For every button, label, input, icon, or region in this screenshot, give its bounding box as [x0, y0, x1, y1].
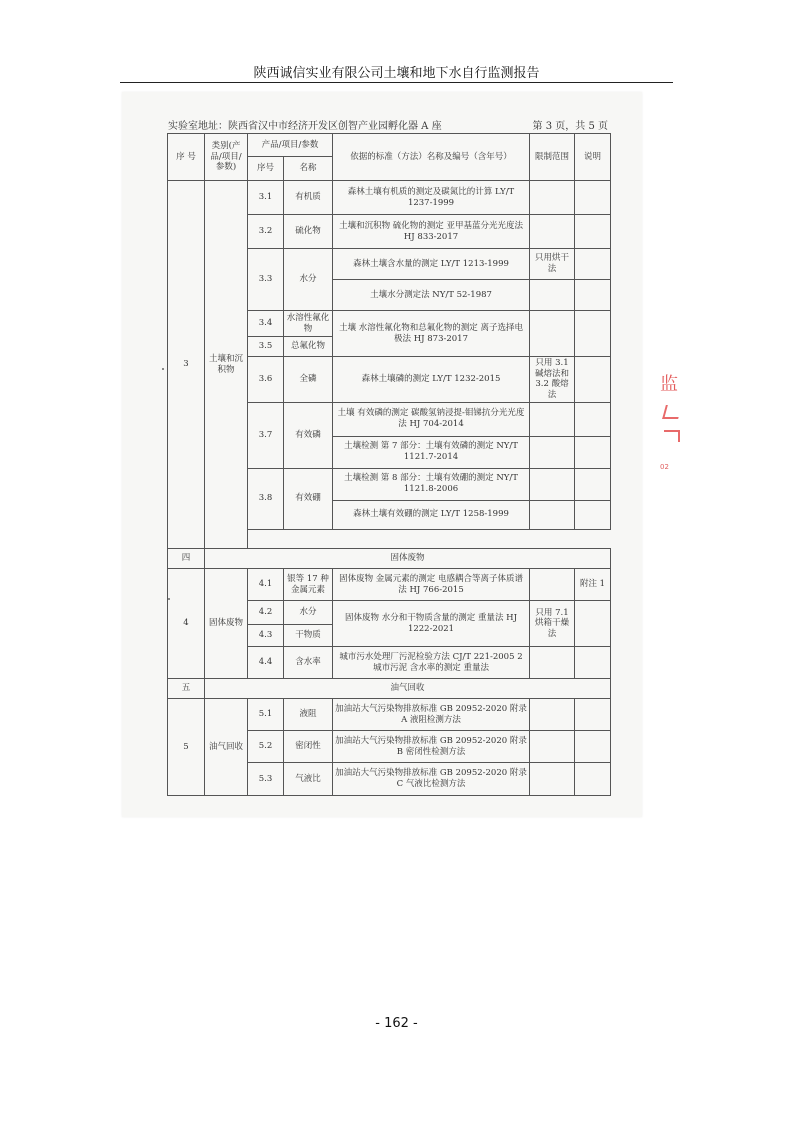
- item-no: 3.3: [248, 249, 284, 311]
- scan-speck: [162, 368, 164, 370]
- item-standard: 土壤 有效磷的测定 碳酸氢钠浸提-钼锑抗分光光度法 HJ 704-2014: [333, 402, 530, 436]
- item-no: 4.4: [248, 647, 284, 679]
- soil-seq: 3: [168, 181, 205, 549]
- item-standard: 加油站大气污染物排放标准 GB 20952-2020 附录 A 液阻检测方法: [333, 699, 530, 731]
- item-no: 4.1: [248, 569, 284, 601]
- item-limit: 只用 7.1 烘箱干燥法: [530, 601, 575, 647]
- item-name: 硫化物: [284, 215, 333, 249]
- item-no: 4.3: [248, 625, 284, 647]
- item-name: 水溶性氟化物: [284, 311, 333, 337]
- item-no: 3.1: [248, 181, 284, 215]
- item-limit: 只用烘干法: [530, 249, 575, 280]
- vapor-category: 油气回收: [205, 699, 248, 796]
- item-note: [575, 436, 611, 468]
- item-limit: [530, 215, 575, 249]
- item-note: [575, 500, 611, 529]
- item-limit: [530, 402, 575, 436]
- item-no: 5.2: [248, 731, 284, 763]
- item-name: 有效磷: [284, 402, 333, 468]
- col-header-name: 名称: [284, 157, 333, 181]
- item-standard: 森林土壤磷的测定 LY/T 1232-2015: [333, 357, 530, 403]
- item-no: 3.8: [248, 468, 284, 529]
- item-name: 有机质: [284, 181, 333, 215]
- section-heading-no: 五: [168, 679, 205, 699]
- item-limit: [530, 436, 575, 468]
- item-note: [575, 647, 611, 679]
- item-note: [575, 357, 611, 403]
- item-note: [575, 699, 611, 731]
- item-name: 液阻: [284, 699, 333, 731]
- item-limit: [530, 280, 575, 311]
- section-heading: 油气回收: [205, 679, 611, 699]
- item-standard: 固体废物 水分和干物质含量的测定 重量法 HJ 1222-2021: [333, 601, 530, 647]
- item-name: 干物质: [284, 625, 333, 647]
- item-standard: 固体废物 金属元素的测定 电感耦合等离子体质谱法 HJ 766-2015: [333, 569, 530, 601]
- item-standard-alt: 森林土壤有效硼的测定 LY/T 1258-1999: [333, 500, 530, 529]
- item-no: 4.2: [248, 601, 284, 625]
- item-name: 含水率: [284, 647, 333, 679]
- item-standard: 土壤检测 第 8 部分：土壤有效硼的测定 NY/T 1121.8-2006: [333, 468, 530, 500]
- item-standard: 土壤 水溶性氟化物和总氟化物的测定 离子选择电极法 HJ 873-2017: [333, 311, 530, 357]
- lab-address-line: [168, 117, 608, 133]
- item-limit: [530, 500, 575, 529]
- item-note: [575, 215, 611, 249]
- item-name: 有效硼: [284, 468, 333, 529]
- section-heading-no: 四: [168, 549, 205, 569]
- item-name: 密闭性: [284, 731, 333, 763]
- item-note: [575, 468, 611, 500]
- page-number: - 162 -: [375, 1016, 418, 1031]
- sheet-page-indicator: 第 3 页，共 5 页: [532, 121, 608, 132]
- vapor-seq: 5: [168, 699, 205, 796]
- item-limit: [530, 311, 575, 357]
- item-no: 3.2: [248, 215, 284, 249]
- item-standard: 城市污水处理厂污泥检验方法 CJ/T 221-2005 2 城市污泥 含水率的测定 重量法: [333, 647, 530, 679]
- item-standard: 土壤和沉积物 硫化物的测定 亚甲基蓝分光光度法 HJ 833-2017: [333, 215, 530, 249]
- item-standard-alt: 土壤水分测定法 NY/T 52-1987: [333, 280, 530, 311]
- item-name: 水分: [284, 601, 333, 625]
- item-note: [575, 601, 611, 647]
- seal-mark: [662, 405, 682, 419]
- item-standard-alt: 土壤检测 第 7 部分：土壤有效磷的测定 NY/T 1121.7-2014: [333, 436, 530, 468]
- item-no: 5.1: [248, 699, 284, 731]
- col-header-standard: 依据的标准（方法）名称及编号（含年号）: [333, 134, 530, 181]
- item-note: [575, 311, 611, 357]
- section-heading: 固体废物: [205, 549, 611, 569]
- col-header-limit: 限制范围: [530, 134, 575, 181]
- item-note: [575, 181, 611, 215]
- item-limit: [530, 468, 575, 500]
- item-limit: [530, 569, 575, 601]
- col-header-note: 说明: [575, 134, 611, 181]
- item-no: 3.7: [248, 402, 284, 468]
- item-note: [575, 249, 611, 280]
- item-note: [575, 731, 611, 763]
- seal-glyph: 监: [660, 374, 678, 395]
- item-limit: 只用 3.1 碱熔法和 3.2 酸熔法: [530, 357, 575, 403]
- item-limit: [530, 699, 575, 731]
- col-header-sub-seq: 序号: [248, 157, 284, 181]
- item-note: [575, 763, 611, 796]
- item-name: 水分: [284, 249, 333, 311]
- item-limit: [530, 763, 575, 796]
- item-name: 总氟化物: [284, 337, 333, 357]
- item-note: 附注 1: [575, 569, 611, 601]
- red-seal-stamp: [660, 355, 682, 485]
- item-no: 3.6: [248, 357, 284, 403]
- solid-seq: 4: [168, 569, 205, 679]
- scan-speck: [168, 598, 170, 600]
- col-header-category: 类别(产品/项目/参数): [205, 134, 248, 181]
- item-name: 气液比: [284, 763, 333, 796]
- item-no: 3.4: [248, 311, 284, 337]
- standards-table: [167, 133, 611, 796]
- item-standard: 森林土壤含水量的测定 LY/T 1213-1999: [333, 249, 530, 280]
- seal-number: 02: [660, 463, 669, 471]
- item-no: 5.3: [248, 763, 284, 796]
- report-header-title: 陕西诚信实业有限公司土壤和地下水自行监测报告: [253, 66, 540, 81]
- item-limit: [530, 647, 575, 679]
- lab-address: 实验室地址：陕西省汉中市经济开发区创智产业园孵化器 A 座: [168, 121, 442, 132]
- col-header-seq: 序 号: [168, 134, 205, 181]
- item-name: 全磷: [284, 357, 333, 403]
- item-limit: [530, 181, 575, 215]
- item-standard: 加油站大气污染物排放标准 GB 20952-2020 附录 C 气液比检测方法: [333, 763, 530, 796]
- item-note: [575, 280, 611, 311]
- seal-mark: [664, 430, 680, 442]
- item-name: 银等 17 种金属元素: [284, 569, 333, 601]
- solid-category: 固体废物: [205, 569, 248, 679]
- item-standard: 森林土壤有机质的测定及碳氮比的计算 LY/T 1237-1999: [333, 181, 530, 215]
- item-limit: [530, 731, 575, 763]
- item-no: 3.5: [248, 337, 284, 357]
- item-standard: 加油站大气污染物排放标准 GB 20952-2020 附录 B 密闭性检测方法: [333, 731, 530, 763]
- col-header-product-group: 产品/项目/参数: [248, 134, 333, 157]
- soil-category: 土壤和沉积物: [205, 181, 248, 549]
- header-rule: [120, 82, 673, 83]
- item-note: [575, 402, 611, 436]
